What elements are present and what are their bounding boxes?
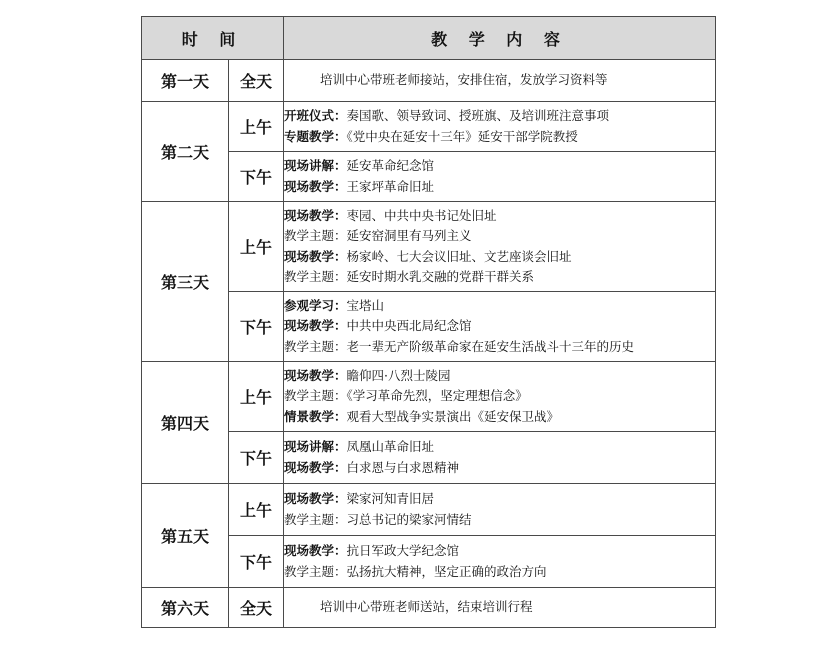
content-line-text: 观看大型战争实景演出《延安保卫战》 xyxy=(346,408,560,424)
content-line xyxy=(284,489,715,510)
schedule-row xyxy=(142,588,716,628)
content-line-text: 《党中央在延安十三年》延安干部学院教授 xyxy=(346,128,578,144)
content-line-label: 现场教学： xyxy=(284,543,347,558)
header-content: 教 学 内 容 xyxy=(284,17,716,60)
content-line-label: 现场教学： xyxy=(284,459,347,475)
schedule-row xyxy=(142,432,716,484)
content-cell xyxy=(284,588,716,628)
segment-cell: 全天 xyxy=(229,588,284,628)
schedule-row xyxy=(142,60,716,102)
content-line xyxy=(284,156,715,177)
day-cell: 第四天 xyxy=(142,362,229,484)
header-row xyxy=(142,17,716,60)
schedule-row xyxy=(142,484,716,536)
header-time: 时 间 xyxy=(142,17,284,60)
content-line xyxy=(284,247,715,268)
content-line-label: 现场教学： xyxy=(284,207,347,223)
segment-cell: 上午 xyxy=(229,484,284,536)
content-line-label: 现场教学： xyxy=(284,318,347,334)
content-line-text: 王家坪革命旧址 xyxy=(346,178,435,194)
content-line xyxy=(284,316,715,337)
content-line-label: 现场教学： xyxy=(284,248,347,264)
content-line-label: 现场讲解： xyxy=(284,158,347,173)
schedule-row xyxy=(142,292,716,362)
content-line xyxy=(284,510,715,531)
content-cell xyxy=(284,362,716,432)
content-line-text: 教学主题：弘扬抗大精神，坚定正确的政治方向 xyxy=(284,563,547,579)
content-line-label: 现场讲解： xyxy=(284,439,347,454)
content-line-text: 教学主题：《学习革命先烈，坚定理想信念》 xyxy=(284,388,528,404)
segment-cell: 上午 xyxy=(229,102,284,152)
content-line-text: 杨家岭、七大会议旧址、文艺座谈会旧址 xyxy=(346,248,572,264)
content-line-text: 中共中央西北局纪念馆 xyxy=(346,318,472,334)
day-cell: 第二天 xyxy=(142,102,229,202)
content-cell xyxy=(284,60,716,102)
content-line-text: 白求恩与白求恩精神 xyxy=(346,459,460,475)
content-line xyxy=(320,597,715,618)
segment-cell: 下午 xyxy=(229,292,284,362)
content-line xyxy=(284,296,715,317)
schedule-row xyxy=(142,362,716,432)
content-line-text: 梁家河知青旧居 xyxy=(346,491,435,506)
content-line-label: 专题教学： xyxy=(284,128,347,144)
content-line-text: 教学主题：延安时期水乳交融的党群干群关系 xyxy=(284,269,535,284)
schedule-row xyxy=(142,536,716,588)
content-line xyxy=(284,562,715,583)
content-line-label: 现场教学： xyxy=(284,178,347,194)
content-cell xyxy=(284,102,716,152)
segment-cell: 下午 xyxy=(229,152,284,202)
content-line-label: 情景教学： xyxy=(284,408,347,424)
content-line-label: 现场教学： xyxy=(284,491,347,506)
content-cell xyxy=(284,484,716,536)
content-line-text: 凤凰山革命旧址 xyxy=(346,439,435,454)
day-cell: 第六天 xyxy=(142,588,229,628)
content-cell xyxy=(284,536,716,588)
content-line xyxy=(284,337,715,358)
content-line xyxy=(320,70,715,91)
content-line xyxy=(284,407,715,428)
content-line xyxy=(284,386,715,407)
content-line-label: 现场教学： xyxy=(284,367,347,383)
segment-cell: 下午 xyxy=(229,536,284,588)
schedule-table xyxy=(141,16,716,628)
content-line-label: 参观学习： xyxy=(284,297,347,313)
content-line-text: 宝塔山 xyxy=(346,297,385,313)
content-line xyxy=(284,127,715,148)
content-line-text: 瞻仰四·八烈士陵园 xyxy=(346,367,451,383)
schedule-row xyxy=(142,202,716,292)
segment-cell: 下午 xyxy=(229,432,284,484)
content-line-text: 延安革命纪念馆 xyxy=(346,158,435,173)
content-line xyxy=(284,541,715,562)
content-line xyxy=(284,366,715,387)
content-line xyxy=(284,437,715,458)
content-line xyxy=(284,177,715,198)
content-line-text: 培训中心带班老师接站，安排住宿，发放学习资料等 xyxy=(320,72,608,88)
day-cell: 第五天 xyxy=(142,484,229,588)
content-cell xyxy=(284,432,716,484)
content-line xyxy=(284,106,715,127)
schedule-row xyxy=(142,102,716,152)
schedule-row xyxy=(142,152,716,202)
segment-cell: 全天 xyxy=(229,60,284,102)
content-line xyxy=(284,206,715,227)
content-line-text: 枣园、中共中央书记处旧址 xyxy=(346,207,497,223)
content-cell xyxy=(284,202,716,292)
content-line-text: 教学主题：延安窑洞里有马列主义 xyxy=(284,228,472,243)
content-cell xyxy=(284,292,716,362)
content-cell xyxy=(284,152,716,202)
content-line-text: 抗日军政大学纪念馆 xyxy=(346,543,460,558)
segment-cell: 上午 xyxy=(229,202,284,292)
day-cell: 第一天 xyxy=(142,60,229,102)
content-line-label: 开班仪式： xyxy=(284,108,347,123)
content-line-text: 教学主题：老一辈无产阶级革命家在延安生活战斗十三年的历史 xyxy=(284,338,635,354)
content-line-text: 教学主题：习总书记的梁家河情结 xyxy=(284,511,472,527)
content-line xyxy=(284,226,715,247)
content-line xyxy=(284,458,715,479)
content-line xyxy=(284,267,715,288)
day-cell: 第三天 xyxy=(142,202,229,362)
content-line-text: 培训中心带班老师送站，结束培训行程 xyxy=(320,599,533,615)
content-line-text: 奏国歌、领导致词、授班旗、及培训班注意事项 xyxy=(346,108,610,123)
segment-cell: 上午 xyxy=(229,362,284,432)
